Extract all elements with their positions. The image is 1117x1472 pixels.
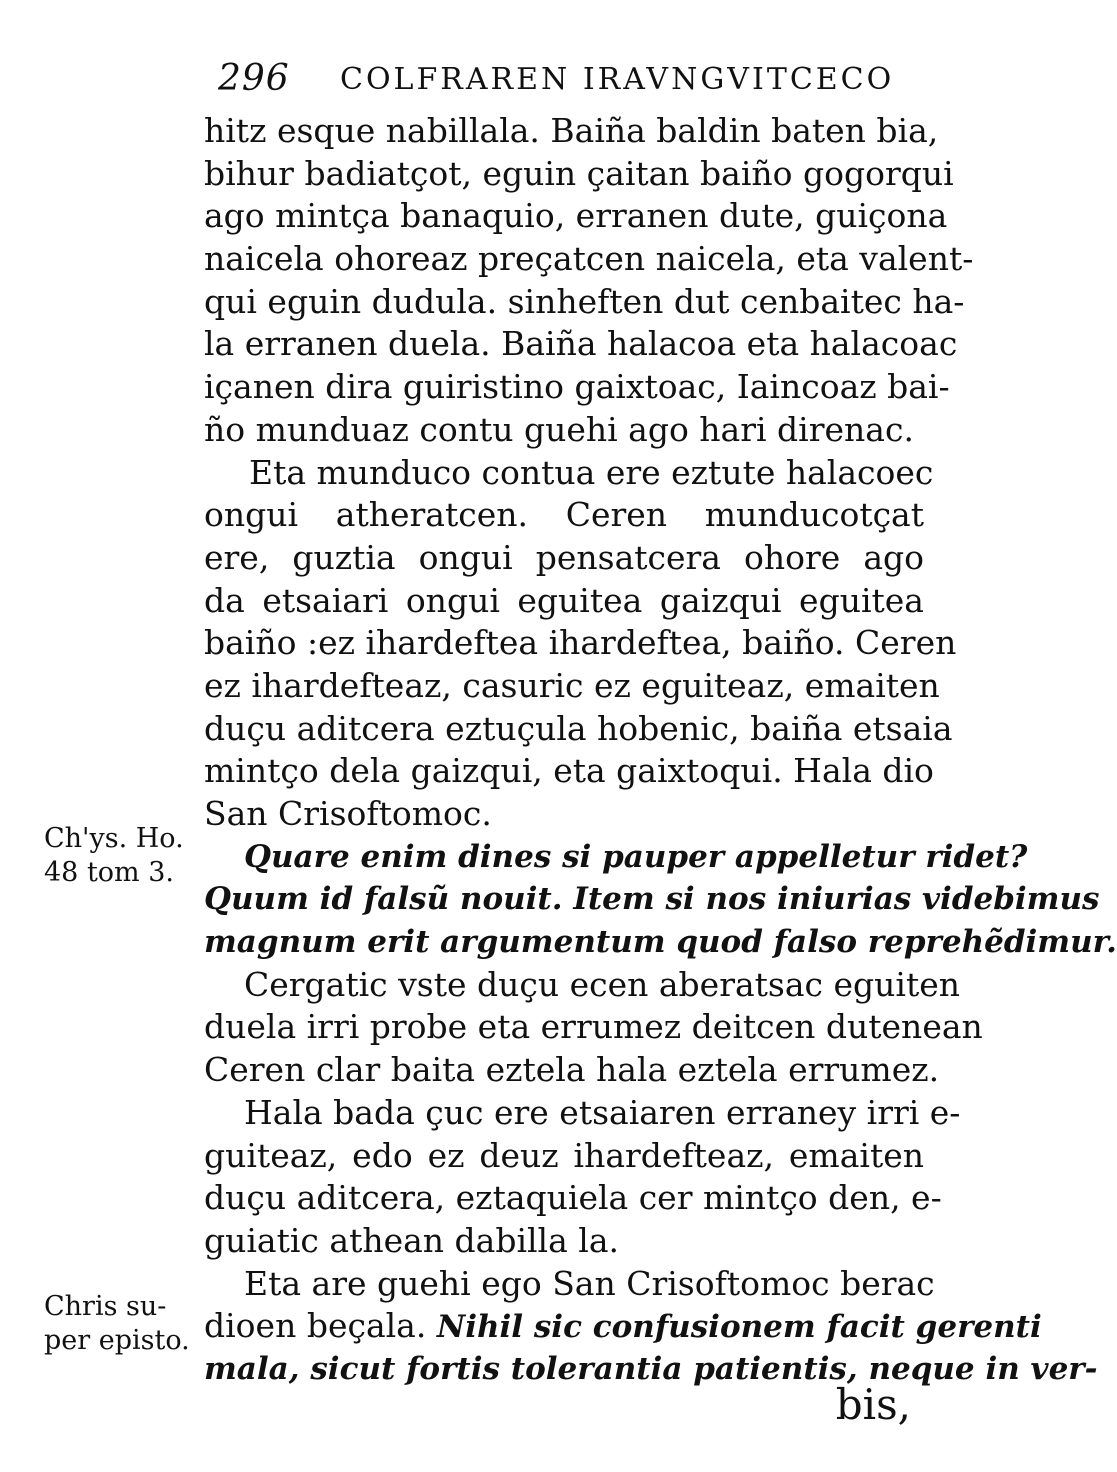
text-line-mixed bbox=[204, 1305, 1042, 1348]
page-number: 296 bbox=[218, 58, 290, 99]
margin-note-chrysostom-homily bbox=[44, 822, 184, 890]
catchword: bis, bbox=[835, 1380, 911, 1429]
margin-note-chrysostom-epistle bbox=[44, 1290, 190, 1358]
text-line: ere, guztia ongui pensatcera ohore ago bbox=[204, 537, 924, 577]
text-line: baiño :ez ihardeftea ihardeftea, baiño. Ceren bbox=[204, 623, 957, 663]
page-header bbox=[218, 58, 918, 108]
text-line: Eta are guehi ego San Crisoftomoc berac bbox=[244, 1263, 935, 1303]
running-title: COLFRAREN IRAVNGVITCECO bbox=[340, 62, 895, 97]
margin-note-line: per episto. bbox=[44, 1325, 190, 1356]
text-line: içanen dira guiristino gaixtoac, Iaincoaz bai- bbox=[204, 367, 950, 407]
text-line: Eta munduco contua ere eztute halacoec bbox=[249, 452, 934, 492]
text-line: duela irri probe eta errumez deitcen dutenean bbox=[204, 1007, 983, 1047]
text-line: hitz esque nabillala. Baiña baldin baten bia, bbox=[204, 111, 939, 150]
text-line: ño munduaz contu guehi ago hari direnac. bbox=[204, 409, 914, 449]
text-line: San Crisoftomoc. bbox=[204, 794, 492, 833]
latin-quote-line: mala, sicut fortis tolerantia patientis, neque in ver- bbox=[204, 1350, 1098, 1387]
text-line: Cergatic vste duçu ecen aberatsac eguiten bbox=[244, 964, 961, 1004]
text-line: la erranen duela. Baiña halacoa eta halacoac bbox=[204, 324, 958, 364]
text-line: ongui atheratcen. Ceren munducotçat bbox=[204, 495, 924, 535]
margin-note-line: 48 tom 3. bbox=[44, 857, 174, 888]
text-line: Quare enim dines si pauper appelletur ridet? bbox=[244, 838, 1028, 875]
text-line: duçu aditcera, eztaquiela cer mintço den, e- bbox=[204, 1178, 942, 1218]
text-line: mintço dela gaizqui, eta gaixtoqui. Hala dio bbox=[204, 751, 934, 791]
roman-run: dioen beçala. bbox=[204, 1306, 427, 1346]
text-line: Quum id falsũ nouit. Item si nos iniurias videbimus bbox=[204, 881, 1100, 918]
margin-note-line: Chris su- bbox=[44, 1291, 167, 1322]
text-line: Ceren clar baita eztela hala eztela errumez. bbox=[204, 1050, 940, 1090]
text-line: duçu aditcera eztuçula hobenic, baiña etsaia bbox=[204, 708, 953, 748]
text-line: guiatic athean dabilla la. bbox=[204, 1220, 619, 1260]
body-text bbox=[204, 110, 1117, 1391]
latin-quote: Nihil sic confusionem facit gerenti bbox=[436, 1309, 1042, 1346]
text-line: guiteaz, edo ez deuz ihardefteaz, emaiten bbox=[204, 1135, 924, 1175]
margin-note-line: Ch'ys. Ho. bbox=[44, 823, 184, 854]
text-line: ez ihardefteaz, casuric ez eguiteaz, emaiten bbox=[204, 665, 940, 705]
text-line: qui eguin dudula. sinheften dut cenbaitec ha- bbox=[204, 281, 965, 321]
text-line: Hala bada çuc ere etsaiaren erraney irri e- bbox=[244, 1092, 961, 1132]
text-line: magnum erit argumentum quod falso reprehẽdimur. bbox=[204, 924, 1117, 961]
text-line: naicela ohoreaz preçatcen naicela, eta valent- bbox=[204, 239, 974, 279]
text-line: da etsaiari ongui eguitea gaizqui eguitea bbox=[204, 580, 924, 620]
text-line: bihur badiatçot, eguin çaitan baiño gogorqui bbox=[204, 153, 954, 193]
text-line: ago mintça banaquio, erranen dute, guiçona bbox=[204, 196, 948, 236]
